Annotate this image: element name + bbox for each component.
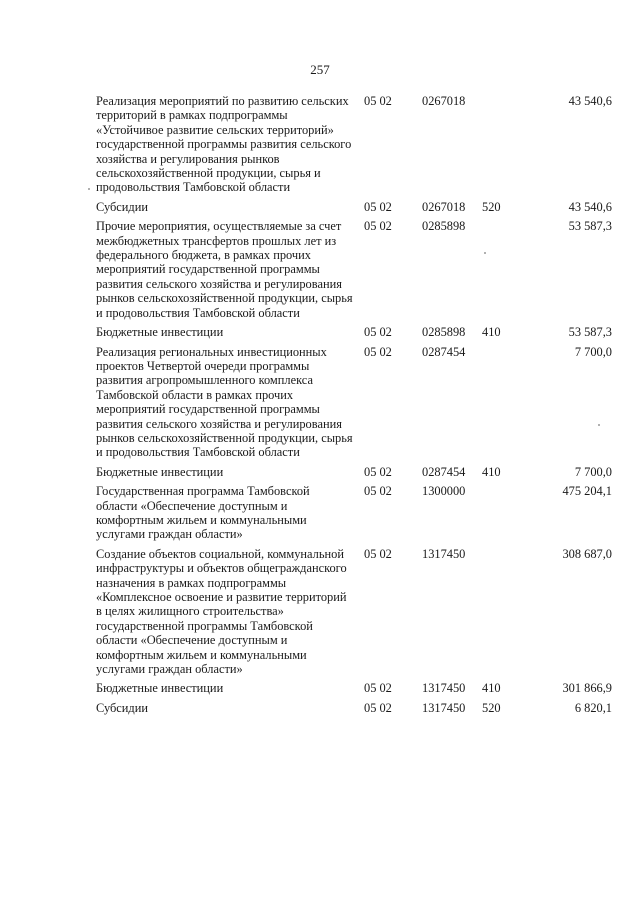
- table-row: [96, 325, 612, 344]
- row-name: Субсидии: [96, 199, 148, 214]
- row-expense-type: [482, 345, 524, 465]
- row-expense-type: 410: [482, 681, 501, 696]
- row-name: Бюджетные инвестиции: [96, 681, 224, 696]
- row-target-article: 0267018: [422, 94, 466, 108]
- row-section: 05 02: [364, 199, 392, 214]
- row-expense-type: [482, 484, 524, 547]
- row-target-article: 1317450: [422, 700, 466, 715]
- table-row: [96, 345, 612, 465]
- row-expense-type: 410: [482, 325, 501, 340]
- row-name: Бюджетные инвестиции: [96, 464, 224, 479]
- row-expense-type: [482, 547, 524, 682]
- row-section: 05 02: [364, 700, 392, 715]
- table-row: [96, 465, 612, 484]
- row-amount: 53 587,3: [568, 325, 612, 340]
- table-row: [96, 681, 612, 700]
- row-expense-type: 520: [482, 700, 501, 715]
- row-name: Государственная программа Тамбовской области «Обеспечение доступным и комфортным жильем и коммунальными услугами граждан области»: [96, 484, 310, 542]
- row-amount: 7 700,0: [574, 344, 612, 359]
- row-expense-type: [482, 94, 524, 200]
- row-section: 05 02: [364, 484, 392, 499]
- row-name: Бюджетные инвестиции: [96, 325, 224, 340]
- row-amount: 475 204,1: [562, 484, 612, 499]
- row-name: Субсидии: [96, 700, 148, 715]
- row-target-article: 1317450: [422, 546, 466, 561]
- page-number: 257: [310, 62, 330, 77]
- row-section: 05 02: [364, 94, 392, 108]
- row-target-article: 1300000: [422, 484, 466, 499]
- row-target-article: 0287454: [422, 344, 466, 359]
- row-name: Создание объектов социальной, коммунальной инфраструктуры и объектов общегражданского назначения в рамках подпрограммы «Комплексное освоение и развитие территорий в целях жилищного строительства» государственной программы Тамбовской области «Обеспечение доступным и комфортным жильем и коммунальными услугами граждан области»: [96, 546, 347, 677]
- row-amount: 7 700,0: [574, 464, 612, 479]
- table-row: [96, 94, 612, 200]
- row-amount: 301 866,9: [562, 681, 612, 696]
- table-row: [96, 200, 612, 219]
- budget-table: [96, 94, 612, 720]
- row-amount: 43 540,6: [568, 199, 612, 214]
- row-amount: 6 820,1: [574, 700, 612, 715]
- scan-speck: [598, 424, 600, 426]
- row-target-article: 0287454: [422, 464, 466, 479]
- table-row: [96, 484, 612, 547]
- row-section: 05 02: [364, 681, 392, 696]
- row-section: 05 02: [364, 344, 392, 359]
- row-amount: 53 587,3: [568, 219, 612, 234]
- row-amount: 308 687,0: [562, 546, 612, 561]
- row-name: Прочие мероприятия, осуществляемые за счет межбюджетных трансфертов прошлых лет из федерального бюджета, в рамках прочих мероприятий государственной программы развития сельского хозяйства и регулирования рынков сельскохозяйственной продукции, сырья и продовольствия Тамбовской области: [96, 219, 353, 320]
- row-expense-type: 410: [482, 464, 501, 479]
- row-section: 05 02: [364, 325, 392, 340]
- row-amount: 43 540,6: [568, 94, 612, 108]
- row-expense-type: [482, 219, 524, 325]
- table-row: [96, 219, 612, 325]
- table-row: [96, 547, 612, 682]
- row-expense-type: 520: [482, 199, 501, 214]
- row-target-article: 1317450: [422, 681, 466, 696]
- row-section: 05 02: [364, 546, 392, 561]
- row-target-article: 0267018: [422, 199, 466, 214]
- row-name: Реализация мероприятий по развитию сельских территорий в рамках подпрограммы «Устойчивое развитие сельских территорий» государственной программы развития сельского хозяйства и регулирования рынков сельскохозяйственной продукции, сырья и продовольствия Тамбовской области: [96, 94, 352, 195]
- table-row: [96, 701, 612, 720]
- row-target-article: 0285898: [422, 325, 466, 340]
- scan-speck: [484, 252, 486, 254]
- row-section: 05 02: [364, 464, 392, 479]
- row-target-article: 0285898: [422, 219, 466, 234]
- row-section: 05 02: [364, 219, 392, 234]
- row-name: Реализация региональных инвестиционных проектов Четвертой очереди программы развития агропромышленного комплекса Тамбовской области в рамках прочих мероприятий государственной программы развития сельского хозяйства и регулирования рынков сельскохозяйственной продукции, сырья и продовольствия Тамбовской области: [96, 344, 353, 460]
- scan-speck: [88, 188, 90, 190]
